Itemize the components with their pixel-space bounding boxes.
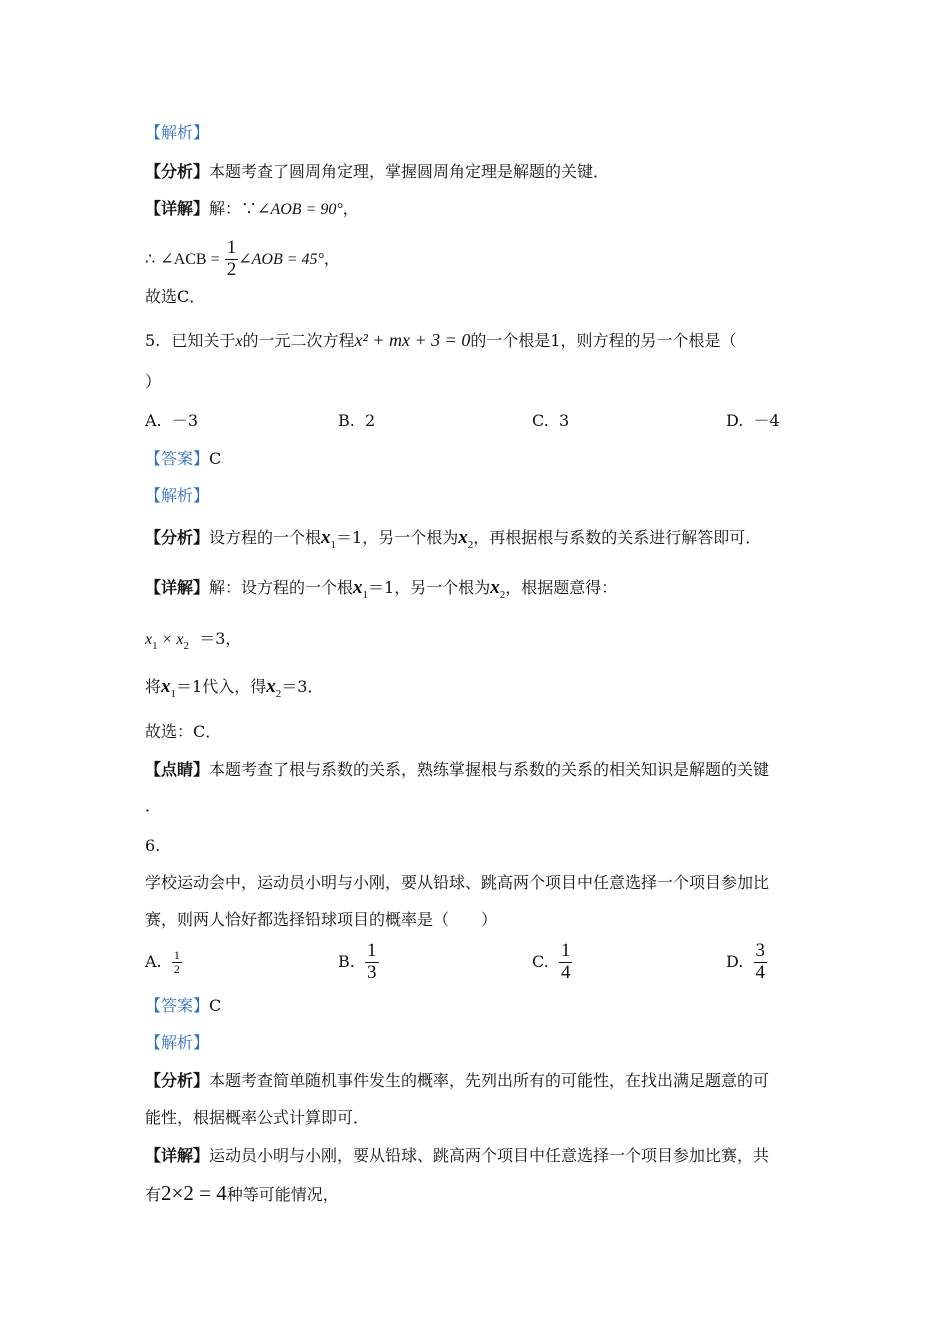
option-fraction: [754, 941, 768, 984]
substitution-line: [145, 677, 323, 704]
fraction-denominator: 3: [367, 962, 377, 983]
detail-line-cont: [145, 1183, 339, 1205]
analysis-summary: [145, 1071, 769, 1091]
fraction-denominator: 4: [560, 962, 571, 983]
detail-line: [145, 578, 617, 605]
question-5-stem-close: ）: [145, 372, 162, 391]
option-b: [338, 411, 375, 431]
detail-text: ，根据题意得：: [505, 578, 618, 597]
option-value: 2: [365, 411, 376, 430]
option-a: [145, 411, 198, 431]
option-c: [532, 940, 572, 984]
option-fraction: [365, 941, 379, 984]
stem-part: 已知关于: [171, 331, 236, 350]
root-x1: $x_1$: [321, 527, 337, 551]
root-x1: $x_1$: [353, 577, 369, 601]
summary-text: 设方程的一个根: [209, 528, 322, 547]
sub-text: ＝1代入，得: [176, 677, 267, 696]
question-5-stem: [145, 330, 737, 352]
product-result: ＝3，: [199, 629, 242, 648]
summary-text: 本题考查了圆周角定理，掌握圆周角定理是解题的关键．: [209, 162, 610, 181]
fraction-numerator: 1: [173, 947, 180, 962]
detail-line: [145, 199, 359, 220]
answer-line: [145, 449, 221, 469]
question-6-number: 6.: [145, 836, 161, 855]
detail-text: 解：设方程的一个根: [209, 578, 354, 597]
option-letter: C.: [532, 952, 549, 971]
option-b: [338, 940, 379, 984]
sub-text: ＝3．: [281, 677, 324, 696]
option-a: [145, 940, 182, 984]
question-number: 5.: [145, 331, 161, 350]
option-value: －3: [171, 411, 198, 430]
stem-part: 的一个根是1，则方程的另一个根是（: [470, 331, 737, 350]
detail-label: 【详解】: [145, 1146, 210, 1165]
fraction-denominator: 2: [173, 962, 180, 976]
detail-line: [145, 1146, 769, 1166]
insight-label: 【点睛】: [145, 760, 210, 779]
root-x2: $x_2$: [458, 527, 474, 551]
option-letter: A.: [145, 952, 162, 971]
punct: ，: [342, 199, 359, 218]
variable-x: x: [235, 333, 243, 350]
option-letter: C.: [532, 411, 549, 430]
therefore-symbol: ∴: [145, 248, 156, 268]
detail-prefix: 解：∵: [209, 199, 258, 218]
option-letter: B.: [338, 411, 355, 430]
answer-value: C: [209, 449, 222, 468]
choice-line: 故选：C．: [145, 722, 222, 741]
insight-text: 本题考查了根与系数的关系，熟练掌握根与系数的关系的相关知识是解题的关键: [209, 760, 770, 779]
option-d: [726, 940, 767, 984]
count-equation: 2×2 = 4: [161, 1181, 227, 1205]
summary-label: 【分析】: [145, 162, 210, 181]
detail-label: 【详解】: [145, 199, 210, 218]
fraction-numerator: 1: [367, 940, 377, 962]
fraction-denominator: 4: [755, 962, 766, 983]
fraction-one-half: [225, 238, 239, 281]
question-6-stem-line2: 赛，则两人恰好都选择铅球项目的概率是（ ）: [145, 910, 498, 929]
product-line: [145, 629, 241, 656]
option-value: －4: [753, 411, 780, 430]
analysis-summary: [145, 528, 761, 555]
fraction-numerator: 1: [560, 940, 571, 962]
option-c: [532, 411, 569, 431]
stem-part: 的一元二次方程: [242, 331, 355, 350]
answer-value: C: [209, 996, 222, 1015]
fraction-numerator: 1: [226, 237, 237, 258]
root-x2: $x_2$: [266, 676, 282, 700]
question-6-stem-line1: 学校运动会中，运动员小明与小刚，要从铅球、跳高两个项目中任意选择一个项目参加比: [145, 873, 770, 892]
quadratic-equation: x² + mx + 3 = 0: [354, 330, 471, 350]
detail-text: 种等可能情况，: [226, 1185, 339, 1204]
answer-label: 【答案】: [145, 996, 210, 1015]
summary-label: 【分析】: [145, 1071, 210, 1090]
choice-line: 故选C．: [145, 287, 206, 306]
summary-label: 【分析】: [145, 528, 210, 547]
option-letter: A.: [145, 411, 162, 430]
root-x1: $x_1$: [161, 676, 177, 700]
analysis-tag: 【解析】: [145, 486, 210, 505]
analysis-summary-cont: 能性，根据概率公式计算即可．: [145, 1108, 370, 1127]
analysis-tag: 【解析】: [145, 123, 210, 142]
analysis-summary: [145, 162, 609, 182]
answer-label: 【答案】: [145, 449, 210, 468]
detail-label: 【详解】: [145, 578, 210, 597]
equation-acb-right: ∠AOB = 45°: [238, 250, 324, 268]
equation-aob: ∠AOB = 90°: [257, 201, 343, 218]
option-letter: B.: [338, 952, 355, 971]
option-fraction: [559, 941, 573, 984]
root-x2: $x_2$: [490, 577, 506, 601]
detail-text: 运动员小明与小刚，要从铅球、跳高两个项目中任意选择一个项目参加比赛，共: [209, 1146, 770, 1165]
summary-text: ，再根据根与系数的关系进行解答即可．: [473, 528, 762, 547]
summary-text: ＝1，另一个根为: [336, 528, 459, 547]
punct: ，: [323, 248, 340, 268]
summary-text: 本题考查简单随机事件发生的概率，先列出所有的可能性，在找出满足题意的可: [209, 1071, 770, 1090]
equation-acb-left: ∠ACB =: [160, 250, 220, 268]
option-letter: D.: [726, 952, 744, 971]
option-d: [726, 411, 780, 431]
fraction-denominator: 2: [226, 258, 237, 280]
option-value: 3: [558, 411, 570, 430]
detail-text: ＝1，另一个根为: [368, 578, 491, 597]
sub-text: 将: [145, 677, 162, 696]
analysis-tag: 【解析】: [145, 1033, 210, 1052]
insight-line: [145, 760, 769, 780]
answer-line: [145, 996, 221, 1016]
detail-text: 有: [145, 1185, 162, 1204]
insight-end: ．: [145, 796, 162, 815]
option-letter: D.: [726, 411, 744, 430]
product-expression: $x_1 \times x_2$: [145, 631, 190, 652]
fraction-numerator: 3: [755, 940, 766, 962]
equation-acb-line: [145, 238, 340, 281]
option-fraction: [172, 949, 182, 976]
